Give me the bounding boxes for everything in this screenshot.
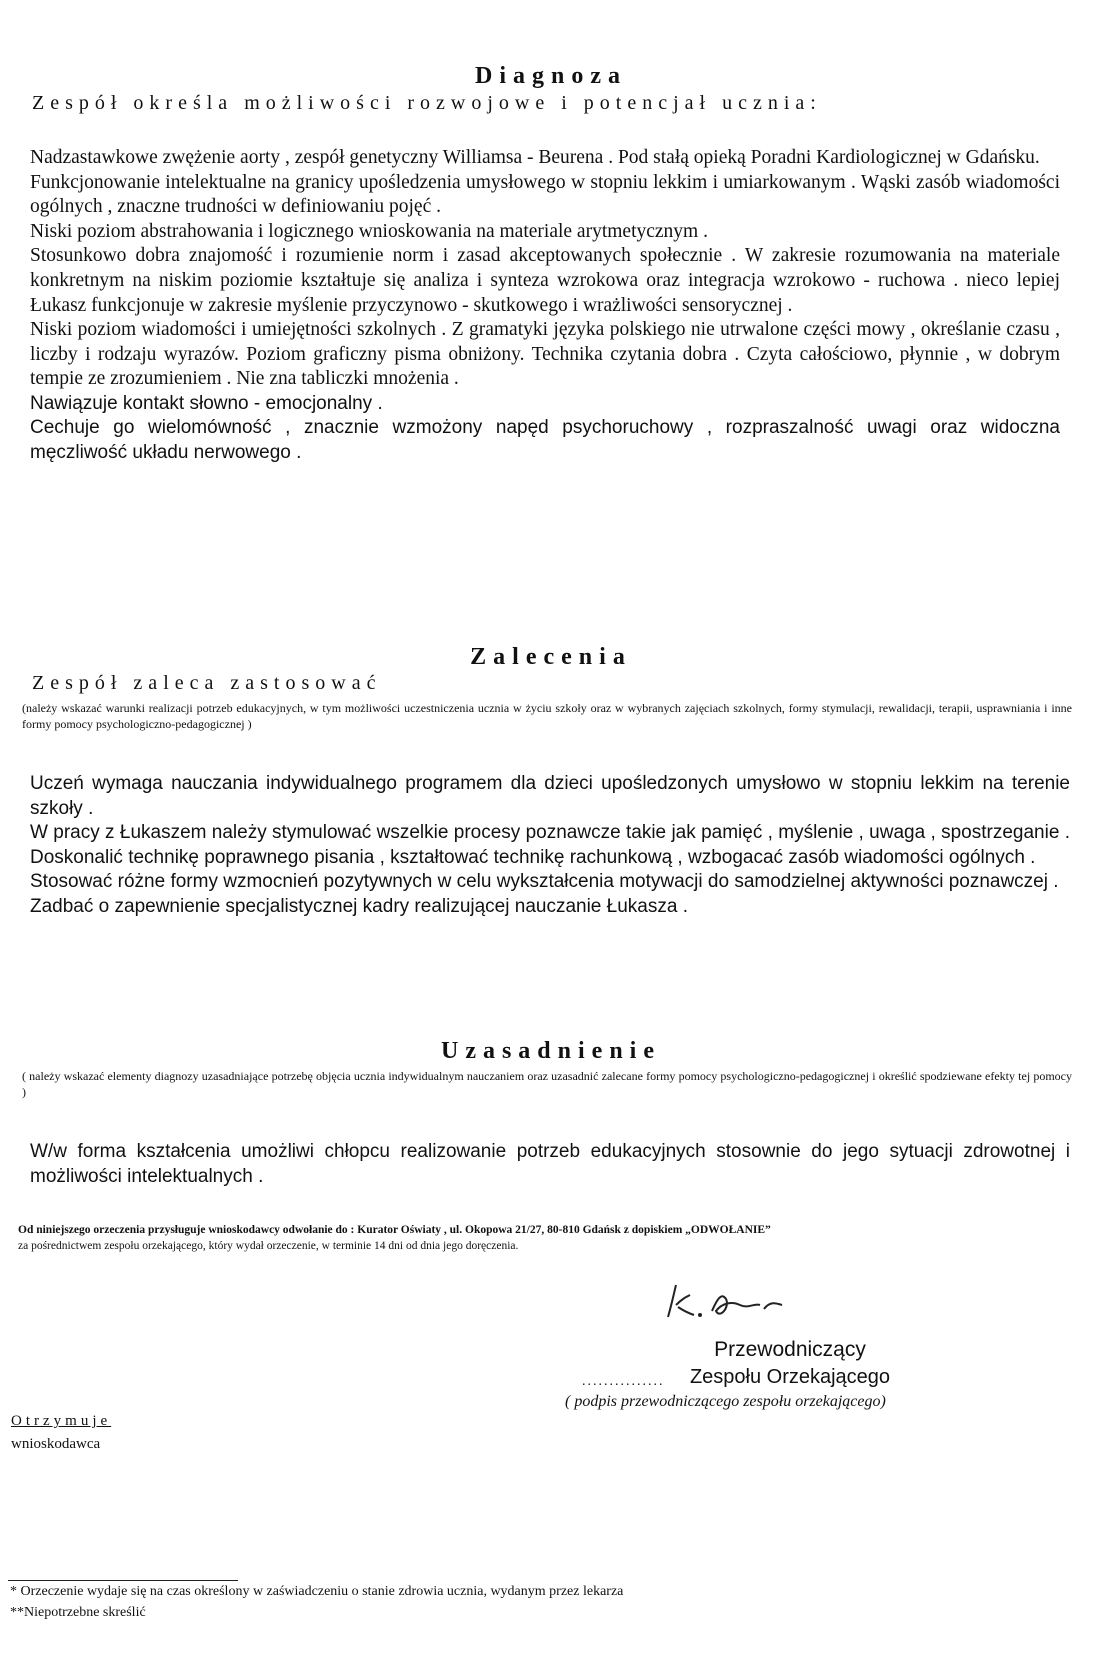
recommendations-lead [32, 672, 381, 695]
diagnosis-paragraph: Cechuje go wielomówność , znacznie wzmożony napęd psychoruchowy , rozpraszalność uwagi oraz widoczna męczliwość układu nerwowego . [30, 417, 1060, 463]
recommendations-lead-text: Zespół zaleca zastosować [32, 672, 382, 694]
footnote-divider [8, 1580, 238, 1581]
diagnosis-paragraph: Niski poziom abstrahowania i logicznego wnioskowania na materiale arytmetycznym . [30, 220, 708, 242]
footnote-2: **Niepotrzebne skreślić [10, 1605, 146, 1620]
recommendations-paragraph: W pracy z Łukaszem należy stymulować wszelkie procesy poznawcze takie jak pamięć , myślenie , uwaga , spostrzeganie . Doskonalić technikę poprawnego pisania , kształtować technikę rachunkową , wzbogacać zasób wiadomości ogólnych . [30, 822, 1070, 868]
recommendations-paragraph: Zadbać o zapewnienie specjalistycznej kadry realizującej nauczanie Łukasza . [30, 895, 688, 917]
footnote-1: * Orzeczenie wydaje się na czas określony w zaświadczeniu o stanie zdrowia ucznia, wydanym przez lekarza [10, 1584, 624, 1599]
signature-caption: ( podpis przewodniczącego zespołu orzekającego) [565, 1393, 886, 1410]
justification-text: W/w forma kształcenia umożliwi chłopcu realizowanie potrzeb edukacyjnych stosownie do jego sytuacji zdrowotnej i możliwości intelektualnych . [30, 1141, 1070, 1187]
diagnosis-body [30, 146, 1060, 465]
diagnosis-paragraph: Funkcjonowanie intelektualne na granicy upośledzenia umysłowego w stopniu lekkim i umiarkowanym . Wąski zasób wiadomości ogólnych , znaczne trudności w definiowaniu pojęć . [30, 171, 1060, 218]
recommendations-body [30, 772, 1070, 919]
signature-dots: ............... [582, 1374, 665, 1389]
recipient-value: wnioskodawca [11, 1436, 101, 1452]
signature-role1: Przewodniczący [714, 1338, 866, 1361]
diagnosis-paragraph: Niski poziom wiadomości i umiejętności szkolnych . Z gramatyki języka polskiego nie utrwalone części mowy , określanie czasu , liczby i rodzaju wyrazów. Poziom graficzny pisma obniżony. Technika czytania dobra . Czyta całościowo, płynnie , w dobrym tempie ze zrozumieniem . Nie zna tabliczki mnożenia . [30, 319, 1060, 390]
appeal-notice-line2: za pośrednictwem zespołu orzekającego, który wydał orzeczenie, w terminie 14 dni od dnia jego doręczenia. [18, 1240, 519, 1252]
recipient-label: Otrzymuje [11, 1413, 112, 1429]
diagnosis-subtitle: Zespół określa możliwości rozwojowe i potencjał ucznia: [32, 92, 822, 114]
recommendations-paragraph: Uczeń wymaga nauczania indywidualnego programem dla dzieci upośledzonych umysłowo w stopniu lekkim na terenie szkoły . [30, 773, 1070, 819]
recommendations-note: (należy wskazać warunki realizacji potrzeb edukacyjnych, w tym możliwości uczestniczenia ucznia w życiu szkoły oraz w wybranych zajęciach szkolnych, formy stymulacji, rewalidacji, terapii, usprawniania i inne formy pomocy psychologiczno-pedagogicznej ) [22, 701, 1072, 731]
appeal-notice-line1: Od niniejszego orzeczenia przysługuje wnioskodawcy odwołanie do : Kurator Oświaty , ul. Okopowa 21/27, 80-810 Gdańsk z dopiskiem „ODWOŁANIE” [18, 1224, 771, 1236]
recommendations-title: Zalecenia [470, 644, 632, 670]
recommendations-paragraph: Stosować różne formy wzmocnień pozytywnych w celu wykształcenia motywacji do samodzielnej aktywności poznawczej . [30, 871, 1059, 892]
signature-role2: Zespołu Orzekającego [689, 1366, 891, 1388]
justification-note: ( należy wskazać elementy diagnozy uzasadniające potrzebę objęcia ucznia indywidualnym nauczaniem oraz uzasadnić zalecane formy pomocy psychologiczno-pedagogicznej i określić spodziewane efekty tej pomocy ) [22, 1069, 1072, 1099]
diagnosis-paragraph: Nadzastawkowe zwężenie aorty , zespół genetyczny Williamsa - Beurena . Pod stałą opieką Poradni Kardiologicznej w Gdańsku. [30, 147, 1040, 168]
appeal-notice [18, 1222, 1058, 1254]
diagnosis-paragraph: Nawiązuje kontakt słowno - emocjonalny . [30, 392, 383, 414]
handwritten-signature [660, 1275, 820, 1325]
diagnosis-paragraph: Stosunkowo dobra znajomość i rozumienie norm i zasad akceptowanych społecznie . W zakresie rozumowania na materiale konkretnym na niskim poziomie kształtuje się analiza i synteza wzrokowa oraz integracja wzrokowo - ruchowa . nieco lepiej Łukasz funkcjonuje w zakresie myślenie przyczynowo - skutkowego i wrażliwości sensorycznej . [30, 245, 1060, 316]
diagnosis-title: Diagnoza [475, 63, 627, 89]
justification-title: Uzasadnienie [440, 1038, 661, 1064]
